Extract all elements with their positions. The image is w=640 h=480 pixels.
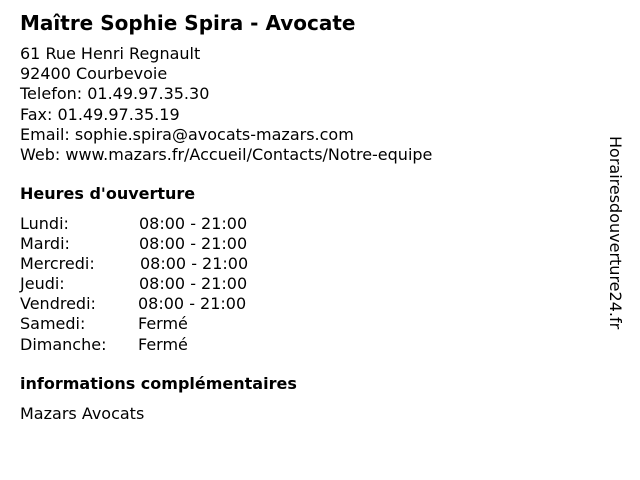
additional-info-heading: informations complémentaires [20, 374, 297, 393]
day-label: Dimanche: [20, 334, 107, 354]
opening-hours-heading: Heures d'ouverture [20, 184, 196, 203]
day-label: Lundi: [20, 214, 69, 233]
time-value: 08:00 - 21:00 [139, 214, 248, 233]
hours-row-friday [20, 294, 280, 314]
address-street: 61 Rue Henri Regnault [20, 44, 201, 63]
fax-number: Fax: 01.49.97.35.19 [20, 104, 180, 124]
additional-info-text: Mazars Avocats [20, 404, 145, 423]
hours-row-saturday [20, 314, 280, 334]
hours-row-thursday [20, 274, 280, 294]
hours-row-tuesday [20, 234, 280, 254]
address-city: 92400 Courbevoie [20, 64, 168, 84]
opening-hours-table [20, 214, 280, 355]
time-value: 08:00 - 21:00 [138, 294, 247, 314]
hours-row-wednesday [20, 254, 280, 274]
hours-row-sunday [20, 335, 280, 355]
time-value: Fermé [138, 314, 188, 334]
email-address: Email: sophie.spira@avocats-mazars.com [20, 124, 354, 144]
hours-row-monday [20, 214, 280, 234]
time-value: 08:00 - 21:00 [140, 254, 249, 274]
time-value: 08:00 - 21:00 [139, 234, 248, 254]
site-watermark: Horairesdouverture24.fr [606, 136, 625, 330]
day-label: Mardi: [20, 234, 70, 254]
time-value: 08:00 - 21:00 [139, 274, 248, 294]
contact-block [20, 44, 432, 165]
website-link[interactable]: Web: www.mazars.fr/Accueil/Contacts/Notre-equipe [20, 144, 433, 164]
day-label: Vendredi: [20, 294, 96, 314]
day-label: Jeudi: [20, 274, 65, 294]
day-label: Mercredi: [20, 254, 95, 274]
page-title: Maître Sophie Spira - Avocate [20, 11, 356, 35]
time-value: Fermé [138, 334, 188, 354]
phone-number: Telefon: 01.49.97.35.30 [20, 84, 210, 104]
day-label: Samedi: [20, 314, 86, 334]
